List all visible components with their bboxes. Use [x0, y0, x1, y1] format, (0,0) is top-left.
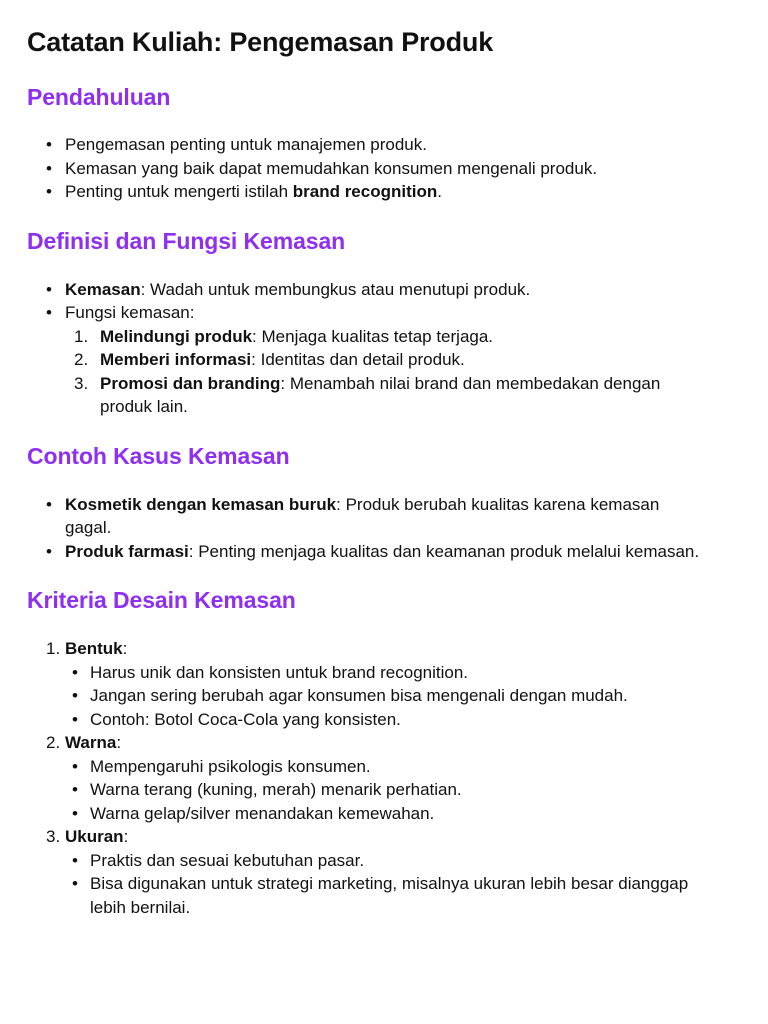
bullet-icon: • [72, 662, 78, 682]
list-number: 2. [46, 733, 61, 752]
list-item [27, 493, 728, 540]
list-item-text: Warna gelap/silver menandakan kemewahan. [90, 803, 435, 823]
bullet-icon: • [46, 303, 52, 322]
contoh-list [27, 493, 728, 564]
bullet-icon: • [46, 182, 52, 201]
section-heading-kriteria: Kriteria Desain Kemasan [27, 587, 296, 613]
bullet-icon: • [72, 756, 78, 776]
section-heading-contoh: Contoh Kasus Kemasan [27, 442, 290, 469]
bullet-icon: • [72, 850, 78, 870]
list-item-text: Harus unik dan konsisten untuk brand recognition. [90, 662, 469, 682]
list-item-text: : Penting menjaga kualitas dan keamanan produk melalui kemasan. [188, 541, 700, 561]
sub-list-item [27, 802, 728, 826]
sub-list-item [27, 325, 728, 349]
sub-list-item [27, 755, 728, 779]
sub-list-item [27, 684, 728, 708]
list-item-bold: brand recognition [292, 182, 438, 201]
bullet-icon: • [72, 874, 78, 893]
list-item [27, 731, 728, 755]
list-item [27, 278, 728, 302]
list-item [27, 180, 728, 204]
list-item-text: Kemasan yang baik dapat memudahkan konsumen mengenali produk. [65, 158, 598, 178]
list-item [27, 825, 728, 849]
list-item-text: : Produk berubah kualitas karena kemasan gagal. [65, 494, 660, 537]
list-item-text: Jangan sering berubah agar konsumen bisa mengenali dengan mudah. [90, 686, 628, 705]
list-item-text: : Wadah untuk membungkus atau menutupi produk. [140, 279, 531, 299]
sub-list-item [27, 872, 728, 919]
sub-list-item [27, 708, 728, 732]
bullet-icon: • [72, 686, 78, 705]
list-item-bold: Melindungi produk [100, 326, 253, 346]
list-item-text: : [122, 639, 128, 658]
list-number: 1. [74, 326, 89, 346]
bullet-icon: • [46, 158, 52, 178]
bullet-icon: • [46, 541, 52, 561]
list-item-bold: Kemasan [65, 279, 141, 299]
section-heading-pendahuluan: Pendahuluan [27, 84, 171, 110]
list-item-text: Praktis dan sesuai kebutuhan pasar. [90, 850, 365, 870]
list-item [27, 637, 728, 661]
sub-list-item [27, 348, 728, 372]
bullet-icon: • [72, 780, 78, 799]
bullet-icon: • [46, 494, 52, 514]
pendahuluan-list [27, 133, 728, 204]
list-item-text: Penting untuk mengerti istilah [65, 182, 293, 201]
list-item-text: Warna terang (kuning, merah) menarik perhatian. [90, 780, 462, 799]
list-item-text: : Menambah nilai brand dan membedakan dengan produk lain. [100, 373, 661, 416]
list-item-text: Contoh: Botol Coca-Cola yang konsisten. [90, 709, 401, 729]
list-item-bold: Ukuran [65, 827, 124, 846]
list-item [27, 301, 728, 325]
list-item [27, 157, 728, 181]
list-item-bold: Bentuk [65, 639, 123, 658]
bullet-icon: • [72, 709, 78, 729]
bullet-icon: • [46, 135, 52, 154]
list-item-text: : [123, 827, 129, 846]
list-item-text: Bisa digunakan untuk strategi marketing, misalnya ukuran lebih besar dianggap lebih bernilai. [90, 874, 689, 917]
list-number: 3. [46, 827, 61, 846]
list-item-text: . [437, 182, 442, 201]
list-item-bold: Memberi informasi [100, 350, 252, 369]
list-item [27, 540, 728, 564]
bullet-icon: • [72, 803, 78, 823]
list-item-text: : [116, 733, 122, 752]
list-number: 1. [46, 639, 61, 658]
list-item-text: Mempengaruhi psikologis konsumen. [90, 756, 371, 776]
list-number: 2. [74, 350, 89, 369]
definisi-list [27, 278, 728, 419]
list-item-bold: Produk farmasi [65, 541, 189, 561]
page-title: Catatan Kuliah: Pengemasan Produk [27, 27, 494, 57]
sub-list-item [27, 849, 728, 873]
kriteria-list [27, 637, 728, 919]
list-item-bold: Promosi dan branding [100, 373, 281, 393]
list-number: 3. [74, 373, 89, 393]
list-item-text: Pengemasan penting untuk manajemen produk. [65, 135, 427, 154]
list-item-bold: Kosmetik dengan kemasan buruk [65, 494, 337, 514]
list-item-bold: Warna [65, 733, 117, 752]
list-item-text: : Identitas dan detail produk. [251, 350, 465, 369]
bullet-icon: • [46, 279, 52, 299]
section-heading-definisi: Definisi dan Fungsi Kemasan [27, 227, 346, 254]
list-item [27, 133, 728, 157]
sub-list-item [27, 661, 728, 685]
sub-list-item [27, 372, 728, 419]
list-item-text: : Menjaga kualitas tetap terjaga. [252, 326, 494, 346]
sub-list-item [27, 778, 728, 802]
list-item-text: Fungsi kemasan: [65, 303, 195, 322]
